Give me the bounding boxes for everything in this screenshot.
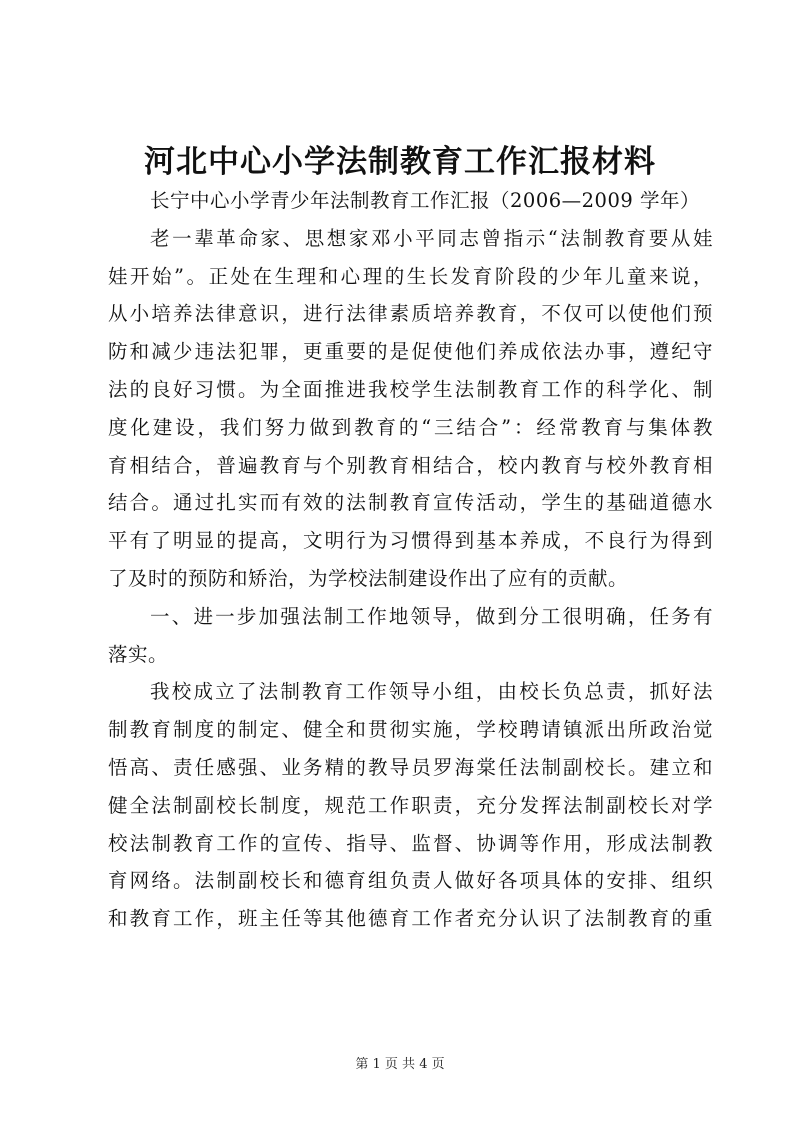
subtitle-line: 长宁中心小学青少年法制教育工作汇报（2006—2009 学年）: [150, 189, 700, 212]
paragraph-line: 结合。通过扎实而有效的法制教育宣传活动，学生的基础道德水: [108, 491, 713, 515]
paragraph-line: 了及时的预防和矫治，为学校法制建设作出了应有的贡献。: [108, 566, 629, 590]
paragraph-line: 我校成立了法制教育工作领导小组，由校长负总责，抓好法: [150, 680, 713, 704]
page-footer: 第 1 页 共 4 页: [355, 1057, 445, 1072]
document-title: 河北中心小学法制教育工作汇报材料: [144, 144, 656, 180]
paragraph-line: 和教育工作，班主任等其他德育工作者充分认识了法制教育的重: [108, 907, 713, 931]
paragraph-line: 悟高、责任感强、业务精的教导员罗海棠任法制副校长。建立和: [108, 755, 713, 779]
paragraph-line: 从小培养法律意识，进行法律素质培养教育，不仅可以使他们预: [108, 302, 713, 326]
paragraph-line: 老一辈革命家、思想家邓小平同志曾指示“法制教育要从娃: [150, 226, 713, 250]
paragraph-line: 育网络。法制副校长和德育组负责人做好各项具体的安排、组织: [108, 869, 713, 893]
paragraph-line: 平有了明显的提高，文明行为习惯得到基本养成，不良行为得到: [108, 529, 713, 553]
document-body: [108, 182, 713, 938]
section-heading-line: 落实。: [108, 642, 169, 666]
paragraph-line: 校法制教育工作的宣传、指导、监督、协调等作用，形成法制教: [108, 831, 713, 855]
paragraph-line: 防和减少违法犯罪，更重要的是促使他们养成依法办事，遵纪守: [108, 340, 713, 364]
paragraph-line: 法的良好习惯。为全面推进我校学生法制教育工作的科学化、制: [108, 377, 713, 401]
paragraph-line: 育相结合，普遍教育与个别教育相结合，校内教育与校外教育相: [108, 453, 713, 477]
paragraph-line: 度化建设，我们努力做到教育的“三结合”：经常教育与集体教: [108, 415, 713, 439]
paragraph-line: 制教育制度的制定、健全和贯彻实施，学校聘请镇派出所政治觉: [108, 718, 713, 742]
section-heading-line: 一、进一步加强法制工作地领导，做到分工很明确，任务有: [150, 604, 713, 628]
paragraph-line: 娃开始”。正处在生理和心理的生长发育阶段的少年儿童来说，: [108, 264, 713, 288]
paragraph-line: 健全法制副校长制度，规范工作职责，充分发挥法制副校长对学: [108, 793, 713, 817]
